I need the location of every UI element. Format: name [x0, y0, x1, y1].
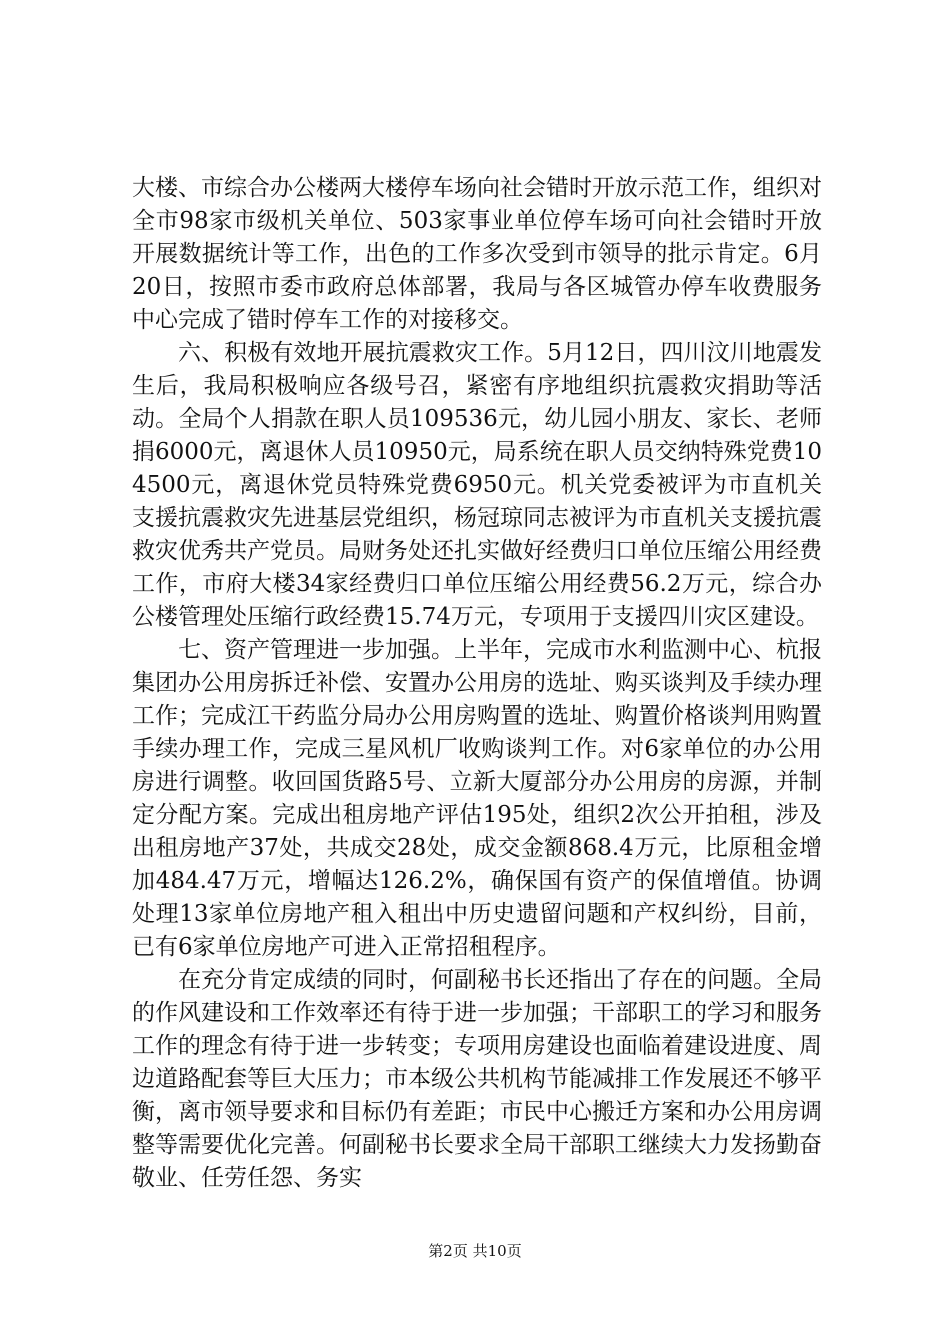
document-body [132, 172, 822, 1195]
paragraph-earthquake-relief: 六、积极有效地开展抗震救灾工作。5月12日，四川汶川地震发生后，我局积极响应各级号召，紧密有序地组织抗震救灾捐助等活动。全局个人捐款在职人员109536元，幼儿园小朋友、家长、老师捐6000元，离退休人员10950元，局系统在职人员交纳特殊党费104500元，离退休党员特殊党费6950元。机关党委被评为市直机关支援抗震救灾先进基层党组织，杨冠琼同志被评为市直机关支援抗震救灾优秀共产党员。局财务处还扎实做好经费归口单位压缩公用经费工作，市府大楼34家经费归口单位压缩公用经费56.2万元，综合办公楼管理处压缩行政经费15.74万元，专项用于支援四川灾区建设。 [132, 340, 822, 630]
page-number: 第2页 共10页 [428, 1242, 522, 1260]
paragraph-problems: 在充分肯定成绩的同时，何副秘书长还指出了存在的问题。全局的作风建设和工作效率还有待于进一步加强；干部职工的学习和服务工作的理念有待于进一步转变；专项用房建设也面临着建设进度、周边道路配套等巨大压力；市本级公共机构节能减排工作发展还不够平衡，离市领导要求和目标仍有差距；市民中心搬迁方案和办公用房调整等需要优化完善。何副秘书长要求全局干部职工继续大力发扬勤奋敬业、任劳任怨、务实 [132, 967, 822, 1191]
page-footer [0, 1240, 950, 1261]
paragraph-parking: 大楼、市综合办公楼两大楼停车场向社会错时开放示范工作，组织对全市98家市级机关单位、503家事业单位停车场可向社会错时开放开展数据统计等工作，出色的工作多次受到市领导的批示肯定。6月20日，按照市委市政府总体部署，我局与各区城管办停车收费服务中心完成了错时停车工作的对接移交。 [132, 175, 822, 333]
paragraph-asset-management: 七、资产管理进一步加强。上半年，完成市水利监测中心、杭报集团办公用房拆迁补偿、安置办公用房的选址、购买谈判及手续办理工作；完成江干药监分局办公用房购置的选址、购置价格谈判用购置手续办理工作，完成三星风机厂收购谈判工作。对6家单位的办公用房进行调整。收回国货路5号、立新大厦部分办公用房的房源，并制定分配方案。完成出租房地产评估195处，组织2次公开拍租，涉及出租房地产37处，共成交28处，成交金额868.4万元，比原租金增加484.47万元，增幅达126.2%，确保国有资产的保值增值。协调处理13家单位房地产租入租出中历史遗留问题和产权纠纷，目前，已有6家单位房地产可进入正常招租程序。 [132, 637, 822, 960]
